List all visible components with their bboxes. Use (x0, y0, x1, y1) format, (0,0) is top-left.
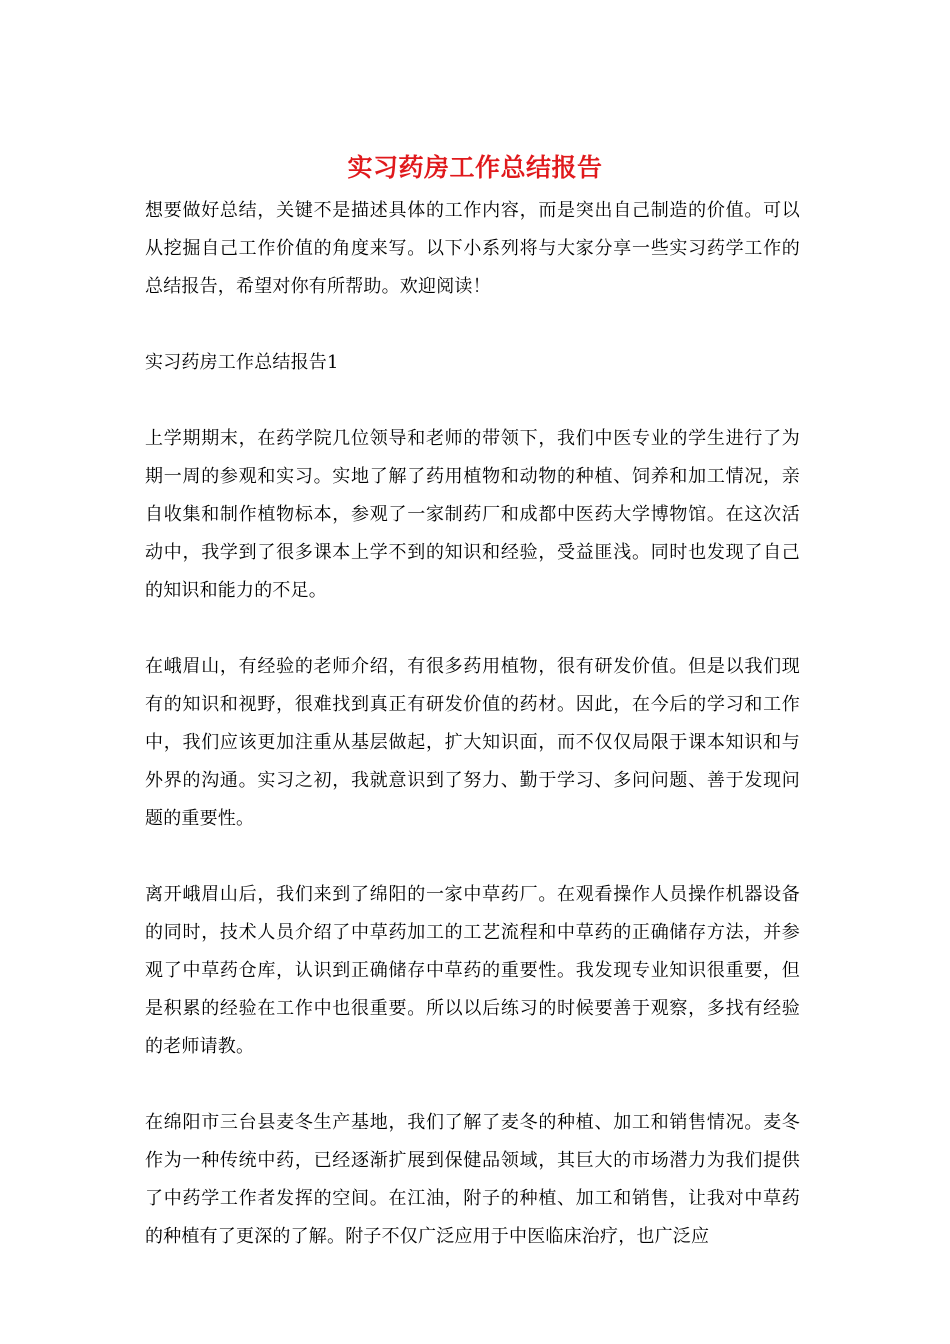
body-paragraph: 在绵阳市三台县麦冬生产基地，我们了解了麦冬的种植、加工和销售情况。麦冬作为一种传统中药，已经逐渐扩展到保健品领域，其巨大的市场潜力为我们提供了中药学工作者发挥的空间。在江油，附子的种植、加工和销售，让我对中草药的种植有了更深的了解。附子不仅广泛应用于中医临床治疗，也广泛应 (145, 1112, 800, 1247)
body-paragraph: 上学期期末，在药学院几位领导和老师的带领下，我们中医专业的学生进行了为期一周的参观和实习。实地了解了药用植物和动物的种植、饲养和加工情况，亲自收集和制作植物标本，参观了一家制药厂和成都中医药大学博物馆。在这次活动中，我学到了很多课本上学不到的知识和经验，受益匪浅。同时也发现了自己的知识和能力的不足。 (145, 428, 800, 601)
section-heading: 实习药房工作总结报告1 (145, 352, 339, 373)
document-title: 实习药房工作总结报告 (347, 153, 603, 182)
intro-paragraph: 想要做好总结，关键不是描述具体的工作内容，而是突出自己制造的价值。可以从挖掘自己工作价值的角度来写。以下小系列将与大家分享一些实习药学工作的总结报告，希望对你有所帮助。欢迎阅读！ (145, 200, 800, 297)
document-body (145, 192, 800, 1294)
body-paragraph: 在峨眉山，有经验的老师介绍，有很多药用植物，很有研发价值。但是以我们现有的知识和视野，很难找到真正有研发价值的药材。因此，在今后的学习和工作中，我们应该更加注重从基层做起，扩大知识面，而不仅仅局限于课本知识和与外界的沟通。实习之初，我就意识到了努力、勤于学习、多问问题、善于发现问题的重要性。 (145, 656, 800, 829)
body-paragraph: 离开峨眉山后，我们来到了绵阳的一家中草药厂。在观看操作人员操作机器设备的同时，技术人员介绍了中草药加工的工艺流程和中草药的正确储存方法，并参观了中草药仓库，认识到正确储存中草药的重要性。我发现专业知识很重要，但是积累的经验在工作中也很重要。所以以后练习的时候要善于观察，多找有经验的老师请教。 (145, 884, 800, 1057)
